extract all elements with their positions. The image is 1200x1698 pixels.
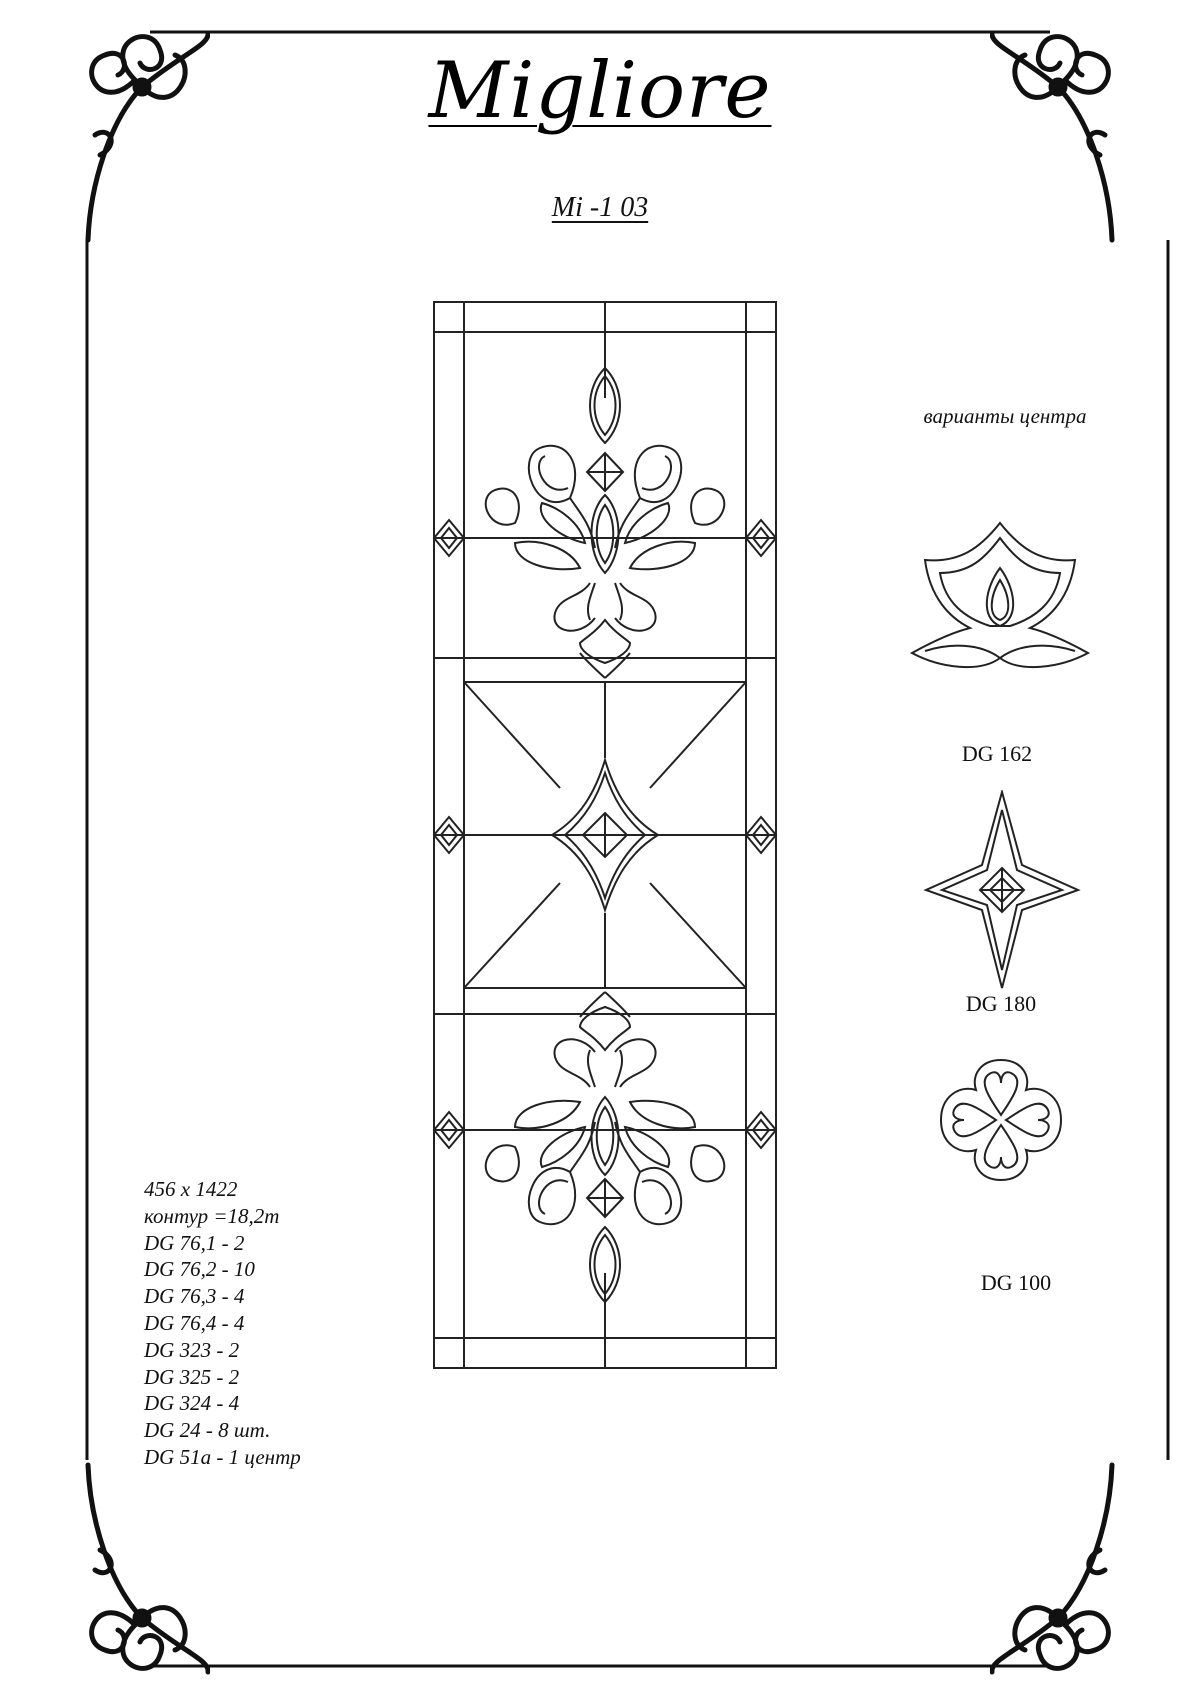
four-point-star-bevel-icon [922, 790, 1082, 990]
variant-code: DG 162 [961, 741, 1033, 766]
lotus-bevel-icon [910, 518, 1090, 678]
spec-line: контур =18,2т [144, 1203, 280, 1228]
spec-line: DG 24 - 8 шт. [144, 1418, 271, 1443]
top-floral-ornament [486, 368, 725, 678]
spec-line: DG 324 - 4 [144, 1391, 240, 1416]
bottom-floral-ornament [486, 992, 725, 1302]
spec-line: DG 323 - 2 [144, 1337, 240, 1362]
variants-title: варианты центра [923, 404, 1087, 428]
brand-title: Migliore [428, 46, 772, 136]
variant-code: DG 180 [965, 991, 1037, 1016]
spec-line: DG 51a - 1 центр [144, 1444, 301, 1469]
corner-ornament-top-left-icon [80, 25, 210, 245]
four-leaf-clover-bevel-icon [936, 1055, 1066, 1185]
corner-ornament-bottom-right-icon [990, 1460, 1120, 1680]
spec-line: DG 76,1 - 2 [144, 1230, 245, 1255]
corner-ornament-bottom-left-icon [80, 1460, 210, 1680]
spec-line: DG 325 - 2 [144, 1364, 240, 1389]
specification-list [144, 1176, 301, 1471]
model-code: Mi -1 03 [551, 192, 649, 223]
corner-ornament-top-right-icon [990, 25, 1120, 245]
stained-glass-panel-drawing [430, 298, 780, 1372]
spec-line: DG 76,4 - 4 [144, 1310, 245, 1335]
spec-line: DG 76,3 - 4 [144, 1284, 245, 1309]
spec-line: 456 x 1422 [144, 1177, 238, 1201]
spec-line: DG 76,2 - 10 [144, 1257, 255, 1282]
variant-code: DG 100 [980, 1270, 1052, 1295]
